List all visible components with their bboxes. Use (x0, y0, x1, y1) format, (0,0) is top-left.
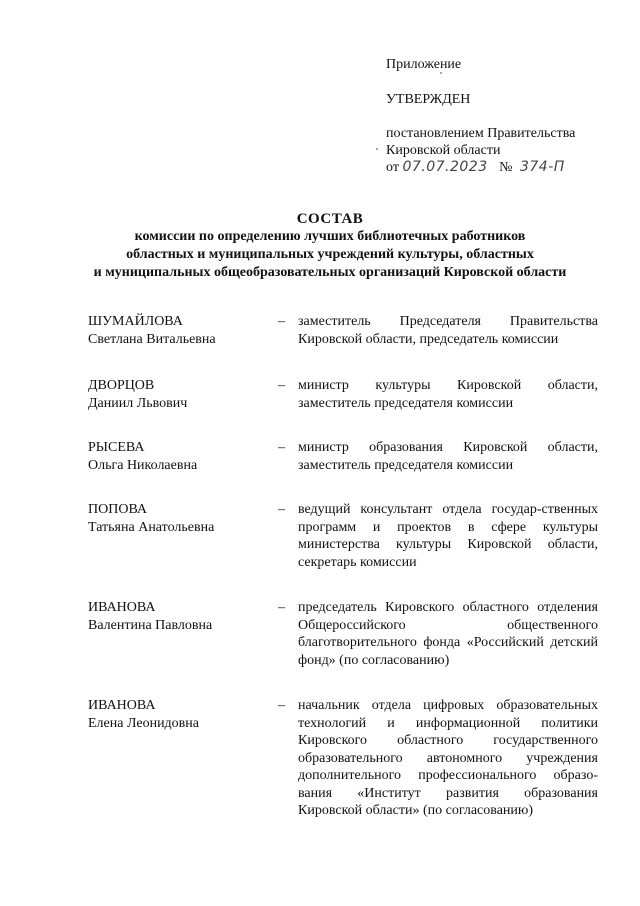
member-role: заместитель Председателя Правительства Кировской области, председатель комиссии (298, 314, 598, 347)
member-name (88, 697, 278, 820)
member-name (88, 439, 278, 474)
from-prefix: от (386, 160, 399, 175)
member-given-name: Елена Леонидовна (88, 715, 199, 731)
title-line-2: областных и муниципальных учреждений культуры, областных (126, 247, 534, 262)
list-item (88, 439, 598, 474)
member-role: министр культуры Кировской области, заместитель председателя комиссии (298, 378, 598, 411)
member-name (88, 377, 278, 412)
handwritten-number: 374-П (519, 159, 565, 175)
dash: – (278, 600, 285, 615)
member-role: начальник отдела цифровых образовательных технологий и информационной политики Кировского областного государственного образовательного автономного учреждения дополнительного профессионального образо-вания «Институт развития образования Кировской области» (по согласованию) (298, 698, 598, 818)
dash: – (278, 698, 285, 713)
list-item (88, 313, 598, 348)
member-role: ведущий консультант отдела государ-ственных программ и проектов в сфере культуры министерства культуры Кировской области, секретарь комиссии (298, 502, 598, 570)
appendix-block (386, 56, 626, 176)
scan-speck (440, 72, 442, 74)
member-surname: ДВОРЦОВ (88, 378, 155, 393)
member-surname: ПОПОВА (88, 502, 148, 517)
list-item (88, 501, 598, 571)
member-given-name: Татьяна Анатольевна (88, 519, 215, 535)
member-surname: ИВАНОВА (88, 600, 156, 615)
list-item (88, 377, 598, 412)
dash: – (278, 314, 285, 329)
approved-label: УТВЕРЖДЕН (386, 92, 471, 107)
member-role: председатель Кировского областного отделения Общероссийского общественного благотворительного фонда «Российский детский фонд» (по согласованию) (298, 600, 598, 668)
number-prefix: № (499, 160, 513, 175)
list-item (88, 599, 598, 669)
list-item (88, 697, 598, 820)
decree-date-number (386, 159, 626, 176)
document-title (40, 210, 620, 282)
member-name (88, 313, 278, 348)
member-surname: ШУМАЙЛОВА (88, 314, 183, 329)
handwritten-date: 07.07.2023 (402, 159, 488, 175)
title-heading: СОСТАВ (296, 211, 364, 227)
title-line-3: и муниципальных общеобразовательных организаций Кировской области (93, 265, 567, 280)
title-line-1: комиссии по определению лучших библиотечных работников (134, 229, 526, 244)
appendix-label: Приложение (386, 57, 462, 72)
member-surname: РЫСЕВА (88, 440, 145, 455)
member-given-name: Светлана Витальевна (88, 331, 216, 347)
dash: – (278, 378, 285, 393)
member-given-name: Валентина Павловна (88, 617, 213, 633)
member-name (88, 501, 278, 571)
dash: – (278, 502, 285, 517)
scan-speck (376, 148, 378, 150)
member-name (88, 599, 278, 669)
member-surname: ИВАНОВА (88, 698, 156, 713)
member-given-name: Даниил Львович (88, 395, 188, 411)
decree-line-1: постановлением Правительства (386, 126, 576, 141)
member-given-name: Ольга Николаевна (88, 457, 198, 473)
dash: – (278, 440, 285, 455)
member-role: министр образования Кировской области, заместитель председателя комиссии (298, 440, 598, 473)
decree-line-2: Кировской области (386, 143, 501, 158)
